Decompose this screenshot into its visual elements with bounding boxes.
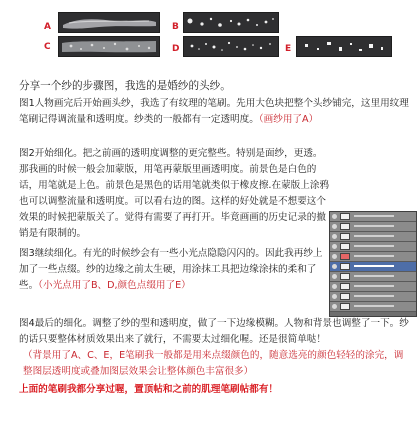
- brush-label-b: B: [172, 22, 179, 32]
- brush-previews: [0, 0, 420, 66]
- step-4-paragraph: 图4最后的细化。调整了纱的型和透明度，做了一下边缘模糊。人物和背景也调整了一下。纱的话只要整体材质效果出来了就行，不需要太过细化喔。还是很简单哒！: [19, 318, 409, 345]
- brush-preview-c: [58, 36, 160, 57]
- step-2-paragraph: 图2开始细化。把之前画的透明度调整的更完整些。特别是面纱，更透。那我画的时候一般会加蒙版，用笔再蒙版里画透明度。前景色是白色的话，用笔就是上色。前景色是黑色的话用笔就类似于橡皮擦.在蒙版上涂鸦也可以调整流量和透明度。可以看右边的图。这样的好处就是不想要这个效果的时候把蒙版关了。觉得有需要了再打开。毕竟画画的历史记录的撤销是有限制的。: [19, 148, 330, 239]
- step-1-note: （画纱用了A）: [258, 114, 319, 125]
- brush-label-e: E: [285, 44, 292, 54]
- brush-label-c: C: [44, 42, 51, 52]
- step-3-paragraph: 图3继续细化。有光的时候纱会有一些小光点隐隐闪闪的。因此我再纱上加了一些点缀。纱的边缘之前太生硬，用涂抹工具把边缘涂抹的柔和了些。（小光点用了B、D,颜色点缀用了E）: [19, 248, 323, 291]
- brush-share-notice: 上面的笔刷我都分享过喔，置顶帖和之前的肌理笔刷帖都有！: [19, 384, 279, 395]
- brush-preview-e: [296, 36, 392, 57]
- layers-panel-screenshot: [329, 211, 417, 317]
- brush-preview-b: [183, 12, 279, 33]
- brush-preview-d: [183, 36, 279, 57]
- step-3-note: （小光点用了B、D,颜色点缀用了E）: [38, 280, 191, 291]
- step-1-paragraph: 图1人物画完后开始画头纱，我选了有纹理的笔刷。先用大色块把整个头纱铺完，这里用纹理笔刷记得调流量和透明度。纱类的一般都有一定透明度。（画纱用了A）: [19, 98, 409, 125]
- intro-paragraph: 分享一个纱的步骤图，我选的是婚纱的头纱。: [19, 80, 231, 92]
- brush-label-d: D: [172, 44, 180, 54]
- brush-label-a: A: [44, 22, 51, 32]
- brush-preview-a: [58, 12, 160, 33]
- background-brush-note: （背景用了A、C、E，E笔刷我一般都是用来点缀颜色的，随意选亮的颜色轻轻的涂完，调整图层透明度或叠加图层效果会让整体颜色丰富很多）: [23, 350, 404, 377]
